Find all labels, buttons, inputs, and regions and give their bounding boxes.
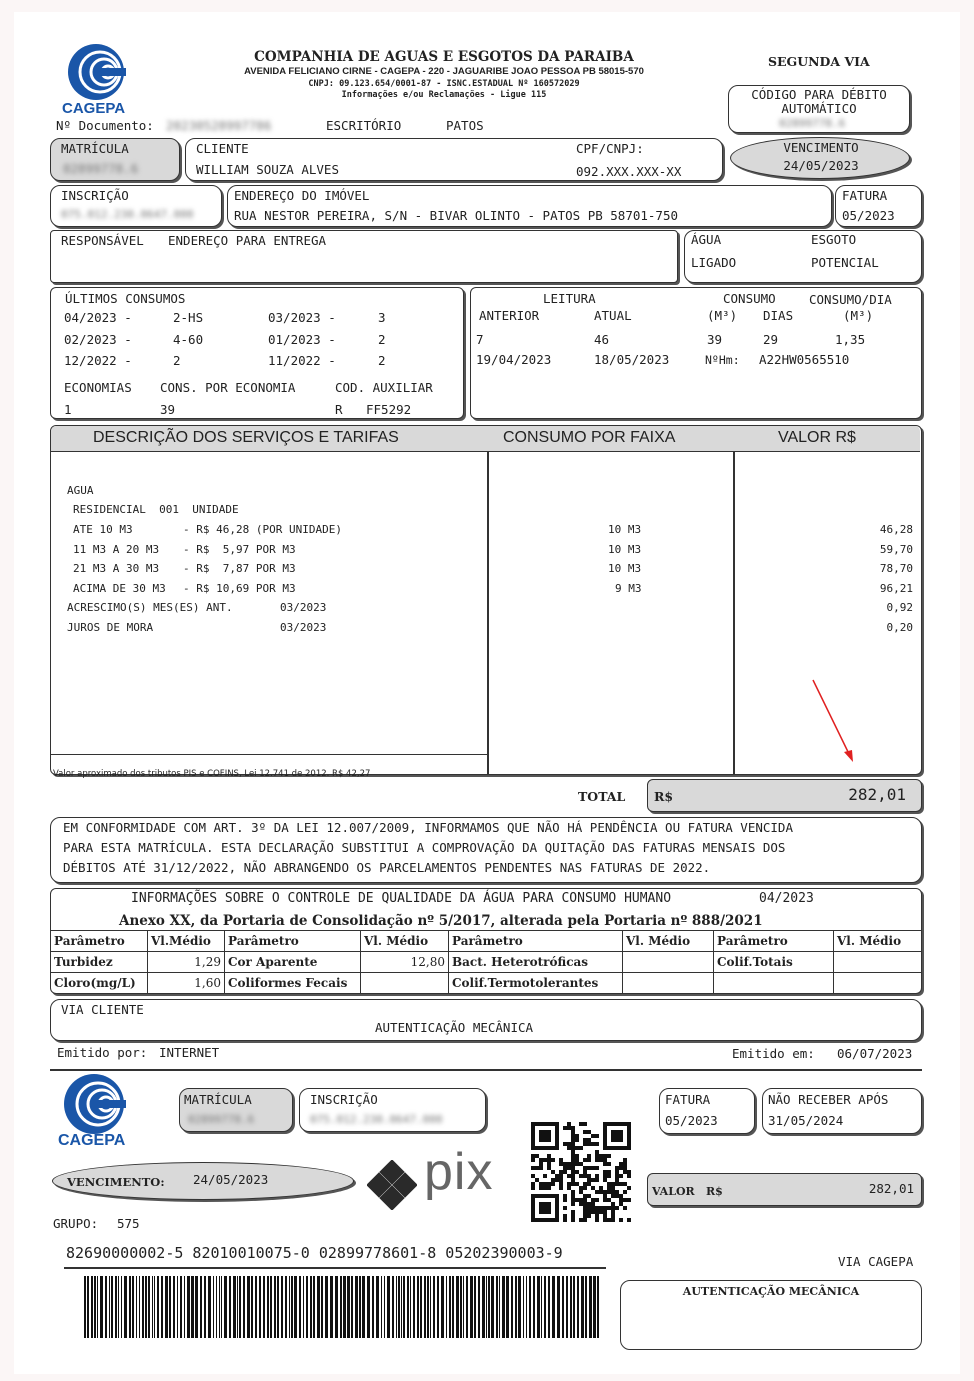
stub-fatura-value: 05/2023 [665, 1113, 718, 1128]
vencimento-label: VENCIMENTO [783, 140, 859, 155]
consumo-r1-c2: 01/2023 - [268, 332, 336, 347]
stub-valor-box [647, 1173, 922, 1206]
qualidade-anexo: Anexo XX, da Portaria de Consolidação nº 5/2017, alterada pela Portaria nº 888/2021 [119, 913, 763, 929]
matricula-value: 02899778.6 [63, 161, 139, 176]
qualidade-box [50, 888, 922, 994]
declaracao-box [50, 817, 922, 883]
stub-fatura-box [659, 1088, 755, 1134]
responsavel-box [50, 230, 678, 283]
juros-ref: 03/2023 [280, 621, 327, 634]
emitido-por-label: Emitido por: [57, 1045, 148, 1060]
documento-value: 20230528997786 [166, 118, 272, 133]
escritorio-value: PATOS [446, 118, 484, 133]
stub-matricula-box [179, 1088, 293, 1132]
acrescimo-ref: 03/2023 [280, 601, 327, 614]
tributos-note: Valor aproximado dos tributos PIS e COFINS, Lei 12.741 de 2012. R$ 42,27 [53, 769, 371, 779]
table-cell: Colif.Totais [714, 952, 834, 973]
declaracao-line: DÉBITOS ATÉ 31/12/2022, NÃO ABRANGENDO OS PARCELAMENTOS PENDENTES NAS FATURAS DE 2022. [63, 860, 711, 875]
inscricao-label: INSCRIÇÃO [61, 188, 129, 203]
stub-auth-box [620, 1280, 922, 1350]
item-tarifa: - R$ 5,97 POR M3 [183, 543, 296, 556]
servicos-col2: CONSUMO POR FAIXA [503, 429, 676, 446]
table-row [51, 931, 922, 952]
table-header: Vl. Médio [361, 931, 449, 952]
hm-value: A22HW0565510 [759, 352, 850, 367]
documento-label: Nº Documento: [56, 118, 154, 133]
stub-inscricao-label: INSCRIÇÃO [310, 1092, 378, 1107]
invoice-page [14, 12, 960, 1374]
stub-venc-label: VENCIMENTO: [67, 1175, 165, 1189]
via-label: SEGUNDA VIA [768, 54, 870, 69]
cpf-label: CPF/CNPJ: [576, 141, 644, 156]
declaracao-line: PARA ESTA MATRÍCULA. ESTA DECLARAÇÃO SUBSTITUI A COMPROVAÇÃO DA QUITAÇÃO DAS FATURAS MENSAIS DOS [63, 840, 786, 855]
economias-value: 1 [64, 402, 72, 417]
esgoto-value: POTENCIAL [811, 255, 879, 270]
item-faixa: 10 M3 [608, 543, 642, 556]
fatura-label: FATURA [842, 188, 888, 203]
consumo-r0-c0: 04/2023 - [64, 310, 132, 325]
juros-label: JUROS DE MORA [67, 621, 154, 634]
stub-matricula-value: 02899778.6 [188, 1113, 255, 1126]
table-cell: Colif.Termotolerantes [449, 973, 623, 994]
table-cell [714, 973, 834, 994]
stub-valor-label: VALOR [652, 1185, 695, 1198]
consumo-r2-c1: 2 [173, 353, 181, 368]
company-info: Informações e/ou Reclamações - Ligue 115 [341, 90, 547, 100]
via-cliente-auth: AUTENTICAÇÃO MECÂNICA [375, 1020, 534, 1035]
total-value: 282,01 [848, 785, 906, 804]
endereco-box [227, 185, 832, 227]
stub-venc-value: 24/05/2023 [193, 1172, 269, 1187]
cpf-value: 092.XXX.XXX-XX [576, 164, 682, 179]
table-cell: Turbidez [51, 952, 148, 973]
via-cliente-label: VIA CLIENTE [61, 1002, 144, 1017]
table-header: Parâmetro [714, 931, 834, 952]
barcode-icon [84, 1276, 604, 1338]
consumos-title: ÚLTIMOS CONSUMOS [65, 291, 186, 306]
item-valor: 96,21 [879, 582, 913, 595]
stub-vencimento-box [52, 1162, 354, 1200]
consumo-r1-c1: 4-60 [173, 332, 204, 347]
servicos-box [50, 425, 922, 779]
item-desc: 21 M3 A 30 M3 [73, 562, 160, 575]
stub-fatura-label: FATURA [665, 1092, 711, 1107]
logo-text: CAGEPA [62, 100, 126, 117]
endereco-value: RUA NESTOR PEREIRA, S/N - BIVAR OLINTO - PATOS PB 58701-750 [234, 208, 679, 223]
table-row [51, 973, 922, 994]
company-name: COMPANHIA DE AGUAS E ESGOTOS DA PARAIBA [254, 49, 634, 65]
stub-valor-currency: R$ [706, 1185, 723, 1198]
barcode-line: 82690000002-5 82010010075-0 02899778601-8 05202390003-9 [66, 1244, 563, 1262]
consumo-r2-c3: 2 [378, 353, 386, 368]
escritorio-label: ESCRITÓRIO [326, 118, 402, 133]
qualidade-ref: 04/2023 [759, 891, 814, 906]
table-cell: 12,80 [361, 952, 449, 973]
vencimento-box [730, 137, 910, 179]
total-box [647, 779, 922, 812]
cod-label: COD. AUXILIAR [335, 380, 433, 395]
cagepa-logo [56, 44, 146, 116]
table-cell: Cloro(mg/L) [51, 973, 148, 994]
stub-matricula-label: MATRÍCULA [184, 1092, 252, 1107]
table-header: Vl. Médio [623, 931, 714, 952]
table-cell: 1,60 [148, 973, 225, 994]
consumo-r0-c2: 03/2023 - [268, 310, 336, 325]
data-anterior: 19/04/2023 [476, 352, 552, 367]
juros-valor: 0,20 [886, 621, 913, 634]
item-tarifa: - R$ 7,87 POR M3 [183, 562, 296, 575]
item-tarifa: - R$ 46,28 (POR UNIDADE) [183, 523, 342, 536]
consumos-box [50, 287, 464, 419]
inscricao-value: 075.012.230.0647.000 [61, 208, 194, 221]
divider [733, 452, 735, 774]
atual-label: ATUAL [594, 308, 632, 323]
table-row [51, 952, 922, 973]
debito-value: 02899778.6 [779, 117, 846, 130]
cons-value: 39 [160, 402, 176, 417]
item-faixa: 9 M3 [615, 582, 642, 595]
item-faixa: 10 M3 [608, 562, 642, 575]
total-currency: R$ [654, 789, 674, 804]
responsavel-label: RESPONSÁVEL [61, 233, 144, 248]
agua-title: AGUA [67, 484, 94, 497]
cliente-box [185, 138, 723, 181]
qualidade-table [50, 930, 922, 994]
item-desc: ATE 10 M3 [73, 523, 133, 536]
cliente-name: WILLIAM SOUZA ALVES [196, 162, 339, 177]
stub-inscricao-value: 075.012.230.0647.000 [310, 1113, 443, 1126]
total-label: TOTAL [578, 789, 626, 804]
categoria: RESIDENCIAL 001 UNIDADE [73, 503, 239, 516]
cons-label: CONS. POR ECONOMIA [160, 380, 296, 395]
consumo-r1-c3: 2 [378, 332, 386, 347]
pix-text: pix [424, 1143, 494, 1201]
hm-label: NºHm: [705, 353, 740, 367]
leitura-title: LEITURA [543, 291, 596, 306]
stub-valor-value: 282,01 [868, 1181, 914, 1196]
table-cell: Cor Aparente [225, 952, 361, 973]
matricula-box [50, 138, 180, 181]
table-header: Parâmetro [51, 931, 148, 952]
dias-value: 29 [763, 332, 779, 347]
debito-box [728, 85, 910, 133]
data-atual: 18/05/2023 [594, 352, 670, 367]
stub-nao-receber-box [762, 1088, 922, 1134]
stub-nao-receber-label: NÃO RECEBER APÓS [768, 1092, 889, 1107]
consumo-r0-c3: 3 [378, 310, 386, 325]
fatura-box [835, 185, 922, 227]
entrega-label: ENDEREÇO PARA ENTREGA [168, 233, 327, 248]
table-cell: 1,29 [148, 952, 225, 973]
consumo-r2-c0: 12/2022 - [64, 353, 132, 368]
consumo-r1-c0: 02/2023 - [64, 332, 132, 347]
table-cell [834, 952, 922, 973]
consumo-value: 39 [707, 332, 723, 347]
company-address: AVENIDA FELICIANO CIRNE - CAGEPA - 220 - JAGUARIBE JOAO PESSOA PB 58015-570 [244, 66, 644, 77]
anterior-value: 7 [476, 332, 484, 347]
fatura-value: 05/2023 [842, 208, 895, 223]
acrescimo-valor: 0,92 [886, 601, 913, 614]
divider [64, 1267, 606, 1269]
acrescimo-label: ACRESCIMO(S) MES(ES) ANT. [67, 601, 233, 614]
endereco-label: ENDEREÇO DO IMÓVEL [234, 188, 370, 203]
item-desc: ACIMA DE 30 M3 [73, 582, 166, 595]
anterior-label: ANTERIOR [479, 308, 540, 323]
item-valor: 78,70 [879, 562, 913, 575]
qualidade-title: INFORMAÇÕES SOBRE O CONTROLE DE QUALIDADE DA ÁGUA PARA CONSUMO HUMANO [131, 891, 672, 906]
esgoto-label: ESGOTO [811, 232, 857, 247]
m3-label: (M³) [707, 308, 738, 323]
cod-value: FF5292 [366, 402, 412, 417]
table-cell [623, 973, 714, 994]
via-cliente-box [50, 999, 922, 1041]
emitido-em: 06/07/2023 [837, 1046, 913, 1061]
consumo-label: CONSUMO [723, 291, 776, 306]
matricula-label: MATRÍCULA [61, 141, 129, 156]
pix-icon [367, 1160, 417, 1210]
divider [487, 452, 489, 774]
economias-label: ECONOMIAS [64, 380, 132, 395]
atual-value: 46 [594, 332, 610, 347]
grupo-value: 575 [117, 1216, 140, 1231]
m3dia-label: (M³) [843, 308, 874, 323]
table-header: Parâmetro [449, 931, 623, 952]
servicos-col1: DESCRIÇÃO DOS SERVIÇOS E TARIFAS [93, 429, 399, 446]
stub-auth-label: AUTENTICAÇÃO MECÂNICA [682, 1285, 860, 1298]
item-desc: 11 M3 A 20 M3 [73, 543, 160, 556]
cod-r: R [335, 402, 343, 417]
agua-label: ÁGUA [691, 232, 722, 247]
declaracao-line: EM CONFORMIDADE COM ART. 3º DA LEI 12.007/2009, INFORMAMOS QUE NÃO HÁ PENDÊNCIA OU FATURA VENCIDA [63, 820, 793, 835]
divider [51, 754, 488, 755]
item-valor: 46,28 [879, 523, 913, 536]
consumo-dia-label: CONSUMO/DIA [809, 292, 892, 307]
table-cell [623, 952, 714, 973]
table-cell: Bact. Heterotróficas [449, 952, 623, 973]
table-header: Parâmetro [225, 931, 361, 952]
debito-label: CÓDIGO PARA DÉBITO AUTOMÁTICO [751, 87, 887, 116]
inscricao-box [50, 185, 222, 227]
grupo-label: GRUPO: [53, 1216, 99, 1231]
item-faixa: 10 M3 [608, 523, 642, 536]
cliente-label: CLIENTE [196, 141, 249, 156]
table-cell [834, 973, 922, 994]
table-header: Vl. Médio [834, 931, 922, 952]
emitido-por: INTERNET [159, 1045, 220, 1060]
situacao-box [684, 230, 922, 283]
dias-label: DIAS [763, 308, 794, 323]
consumo-dia-value: 1,35 [835, 332, 866, 347]
cagepa-logo-stub [54, 1074, 144, 1152]
red-arrow-icon [801, 666, 861, 766]
consumo-r2-c2: 11/2022 - [268, 353, 336, 368]
item-valor: 59,70 [879, 543, 913, 556]
stub-nao-receber-value: 31/05/2024 [768, 1113, 844, 1128]
leitura-box [470, 287, 922, 419]
table-cell [361, 973, 449, 994]
table-cell: Coliformes Fecais [225, 973, 361, 994]
logo-text: CAGEPA [58, 1132, 126, 1149]
vencimento-value: 24/05/2023 [783, 158, 859, 173]
consumo-r0-c1: 2-HS [173, 310, 204, 325]
via-cagepa: VIA CAGEPA [838, 1254, 914, 1269]
agua-value: LIGADO [691, 255, 737, 270]
item-tarifa: - R$ 10,69 POR M3 [183, 582, 296, 595]
company-cnpj: CNPJ: 09.123.654/0001-87 - ISNC.ESTADUAL Nº 160572029 [308, 79, 580, 89]
servicos-col3: VALOR R$ [778, 429, 856, 446]
stub-inscricao-box [299, 1088, 486, 1132]
emitido-em-label: Emitido em: [732, 1046, 815, 1061]
qr-code-icon[interactable] [531, 1122, 631, 1222]
divider [50, 1069, 922, 1071]
table-header: Vl.Médio [148, 931, 225, 952]
